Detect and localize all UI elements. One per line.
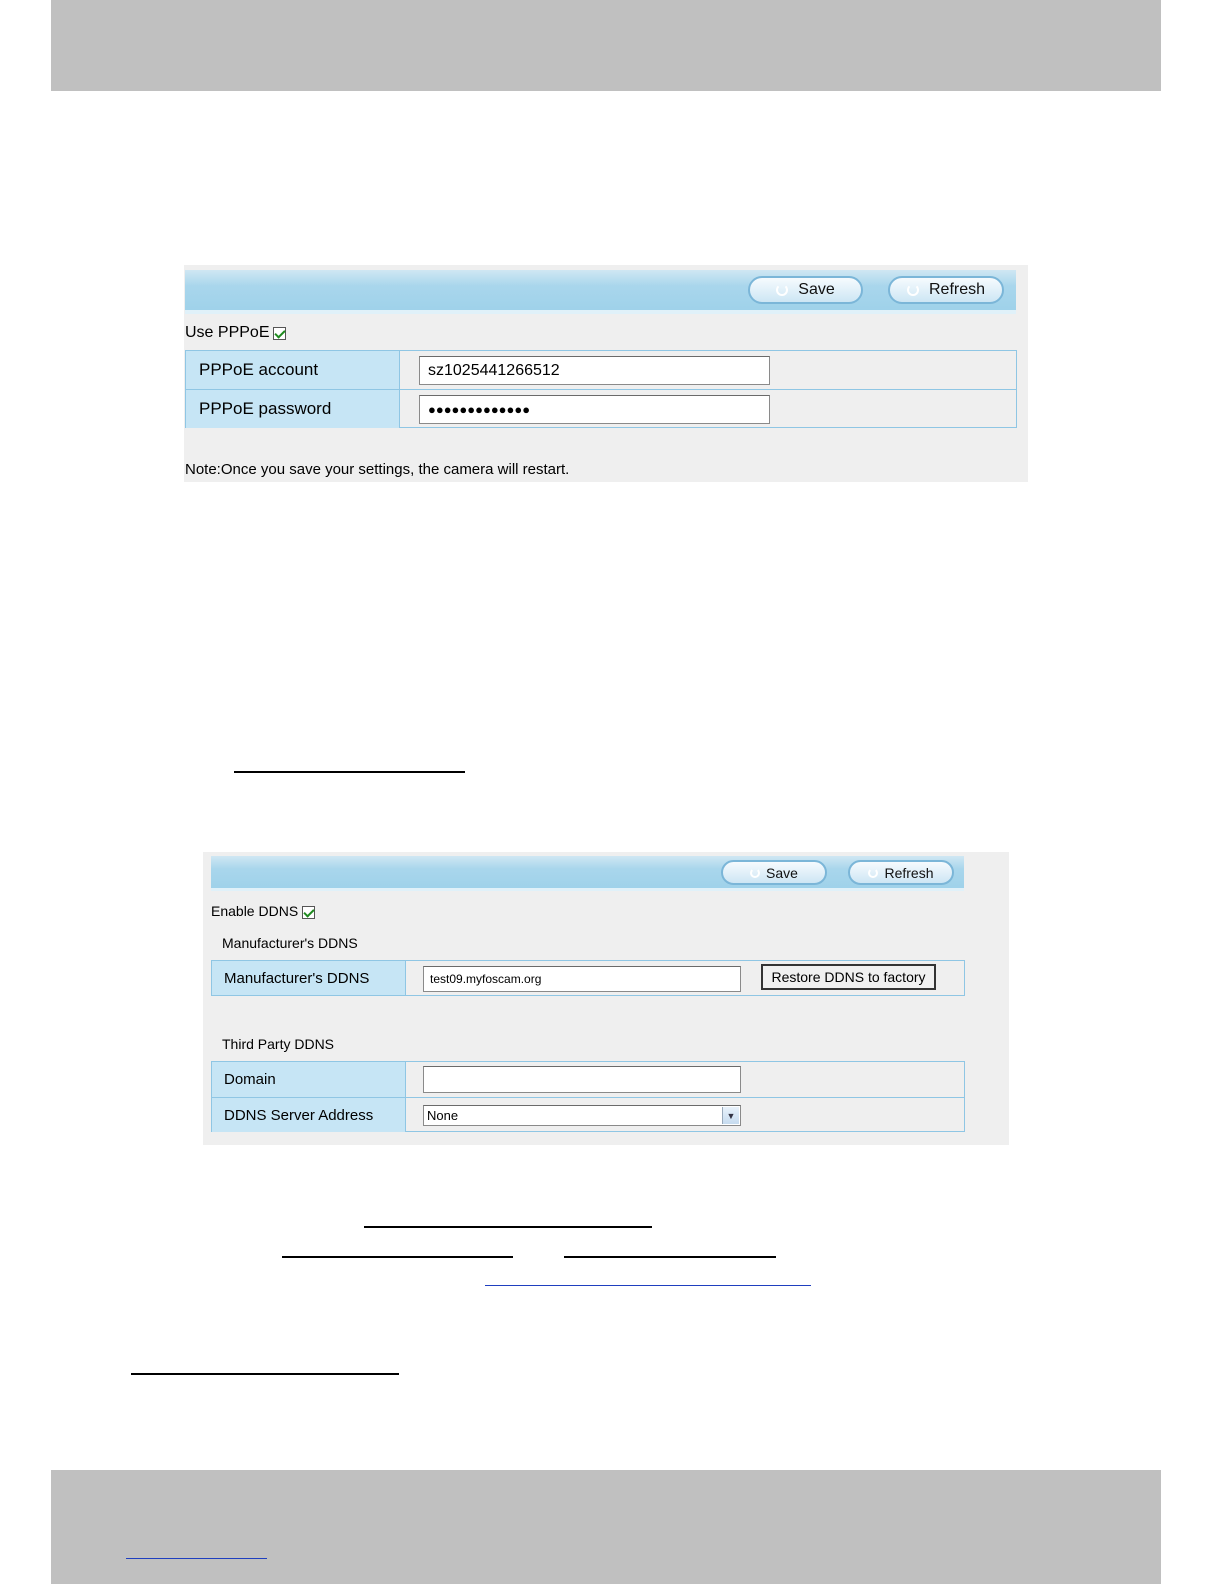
pppoe-password-input[interactable]: ●●●●●●●●●●●●●: [419, 395, 770, 424]
table-row: [186, 351, 1016, 389]
enable-ddns-label: Enable DDNS: [211, 903, 299, 919]
hyperlink-underline: [485, 1285, 811, 1286]
restore-ddns-button[interactable]: Restore DDNS to factory: [761, 964, 936, 990]
enable-ddns-row: [211, 903, 315, 919]
domain-label: Domain: [212, 1062, 406, 1097]
hyperlink-underline: [126, 1558, 267, 1559]
ddns-settings-panel: [203, 852, 1009, 1145]
page-footer-band: [51, 1470, 1161, 1584]
manufacturer-ddns-table: [211, 960, 965, 996]
save-label: Save: [798, 281, 835, 298]
third-party-ddns-table: [211, 1061, 965, 1132]
underline-rule: [564, 1256, 776, 1258]
pppoe-refresh-button[interactable]: [888, 276, 1004, 304]
ddns-server-address-label: DDNS Server Address: [212, 1098, 406, 1132]
pppoe-form-table: [185, 350, 1017, 428]
underline-rule: [234, 771, 465, 773]
refresh-circle-icon: [907, 284, 919, 296]
ddns-save-button[interactable]: [721, 860, 827, 885]
pppoe-save-button[interactable]: [748, 276, 863, 304]
pppoe-settings-panel: [184, 265, 1028, 482]
manufacturer-ddns-input[interactable]: test09.myfoscam.org: [423, 966, 741, 992]
pppoe-account-label: PPPoE account: [186, 351, 400, 389]
save-label: Save: [766, 864, 798, 881]
refresh-circle-icon: [776, 284, 788, 296]
table-row: [212, 1097, 964, 1132]
domain-input[interactable]: [423, 1066, 741, 1093]
restart-note: Note:Once you save your settings, the camera will restart.: [185, 461, 570, 478]
page-header-band: [51, 0, 1161, 91]
underline-rule: [364, 1226, 652, 1228]
ddns-toolbar: [211, 856, 964, 891]
refresh-circle-icon: [868, 868, 878, 878]
refresh-label: Refresh: [884, 864, 934, 881]
pppoe-toolbar: [185, 270, 1016, 314]
enable-ddns-checkbox[interactable]: [302, 906, 315, 919]
underline-rule: [131, 1373, 399, 1375]
ddns-refresh-button[interactable]: [848, 860, 954, 885]
chevron-down-icon: ▼: [722, 1107, 739, 1124]
pppoe-account-input[interactable]: sz1025441266512: [419, 356, 770, 385]
refresh-label: Refresh: [928, 281, 986, 298]
refresh-circle-icon: [750, 868, 760, 878]
use-pppoe-label: Use PPPoE: [185, 324, 270, 341]
table-row: [212, 961, 964, 995]
underline-rule: [282, 1256, 513, 1258]
use-pppoe-checkbox[interactable]: [273, 327, 286, 340]
manufacturer-ddns-heading: Manufacturer's DDNS: [222, 935, 358, 951]
table-row: [212, 1062, 964, 1097]
manufacturer-ddns-label: Manufacturer's DDNS: [212, 961, 406, 995]
ddns-server-select[interactable]: None ▼: [423, 1105, 741, 1126]
pppoe-password-label: PPPoE password: [186, 390, 400, 428]
use-pppoe-row: [185, 324, 286, 342]
table-row: [186, 389, 1016, 428]
third-party-ddns-heading: Third Party DDNS: [222, 1036, 335, 1052]
